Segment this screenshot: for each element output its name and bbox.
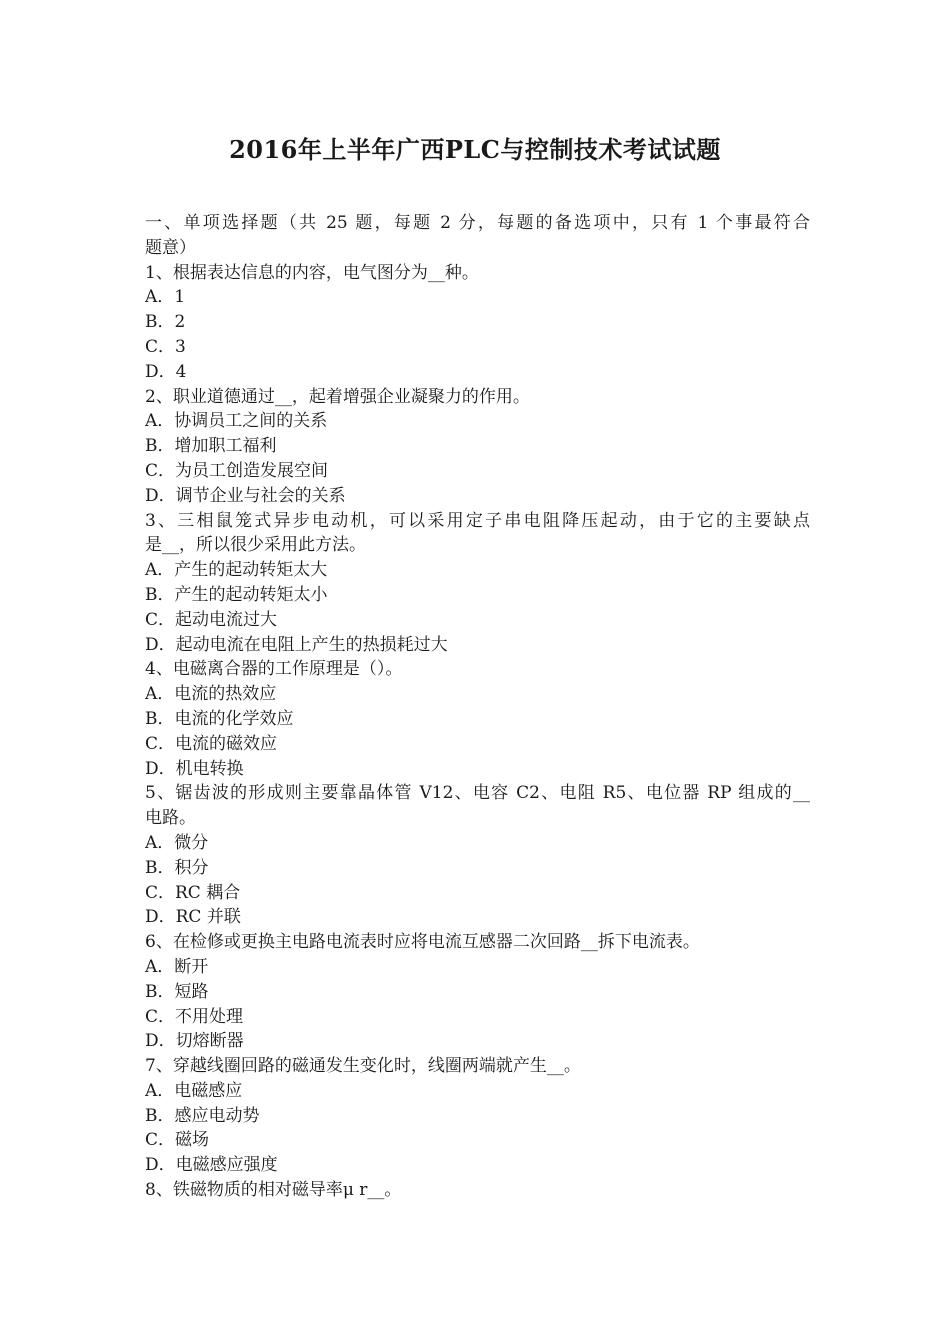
- answer-option: B．感应电动势: [145, 1105, 260, 1126]
- document-body: [145, 211, 810, 1203]
- answer-option: D．机电转换: [145, 758, 244, 779]
- answer-option: B．短路: [145, 981, 209, 1002]
- answer-option: C．3: [145, 336, 186, 357]
- question-stem: 3、三相鼠笼式异步电动机，可以采用定子串电阻降压起动，由于它的主要缺点: [145, 510, 810, 531]
- question-block: [145, 385, 810, 509]
- answer-option: D．起动电流在电阻上产生的热损耗过大: [145, 634, 448, 655]
- answer-option: D．切熔断器: [145, 1031, 244, 1052]
- question-list: [145, 261, 810, 1203]
- question-block: [145, 1178, 810, 1203]
- document-title: 2016年上半年广西PLC与控制技术考试试题: [229, 135, 721, 164]
- question-stem: 8、铁磁物质的相对磁导率μ r__。: [145, 1180, 402, 1201]
- answer-option: A．断开: [145, 956, 209, 977]
- question-block: [145, 509, 810, 658]
- section-header-line-1: 一、单项选择题（共 25 题，每题 2 分，每题的备选项中，只有 1 个事最符合: [145, 213, 810, 233]
- answer-option: B．2: [145, 312, 186, 333]
- answer-option: C．不用处理: [145, 1006, 244, 1027]
- answer-option: D．电磁感应强度: [145, 1155, 278, 1176]
- answer-option: D．调节企业与社会的关系: [145, 485, 346, 506]
- answer-option: B．产生的起动转矩太小: [145, 584, 328, 605]
- answer-option: C．RC 耦合: [145, 882, 241, 903]
- answer-option: B．增加职工福利: [145, 436, 277, 457]
- answer-option: C．起动电流过大: [145, 609, 278, 630]
- question-stem: 2、职业道德通过__，起着增强企业凝聚力的作用。: [145, 386, 530, 407]
- question-stem: 电路。: [145, 808, 196, 829]
- answer-option: A．协调员工之间的关系: [145, 411, 328, 432]
- question-block: [145, 930, 810, 1054]
- answer-option: A．产生的起动转矩太大: [145, 560, 328, 581]
- question-stem: 1、根据表达信息的内容，电气图分为__种。: [145, 262, 479, 283]
- answer-option: D．RC 并联: [145, 907, 241, 928]
- answer-option: A．电流的热效应: [145, 684, 277, 705]
- question-stem: 是__，所以很少采用此方法。: [145, 535, 366, 556]
- question-block: [145, 781, 810, 930]
- answer-option: C．为员工创造发展空间: [145, 460, 329, 481]
- section-header-line-2: 题意）: [145, 237, 196, 258]
- answer-option: A．微分: [145, 832, 209, 853]
- question-stem: 4、电磁离合器的工作原理是（）。: [145, 659, 403, 680]
- question-stem: 7、穿越线圈回路的磁通发生变化时，线圈两端就产生__。: [145, 1056, 581, 1077]
- answer-option: A．电磁感应: [145, 1080, 243, 1101]
- question-block: [145, 261, 810, 385]
- answer-option: C．电流的磁效应: [145, 733, 278, 754]
- answer-option: D．4: [145, 361, 187, 382]
- question-block: [145, 1054, 810, 1178]
- answer-option: A．1: [145, 287, 186, 308]
- answer-option: B．积分: [145, 857, 209, 878]
- question-stem: 5、锯齿波的形成则主要靠晶体管 V12、电容 C2、电阻 R5、电位器 RP 组成的__: [145, 783, 810, 804]
- question-stem: 6、在检修或更换主电路电流表时应将电流互感器二次回路__拆下电流表。: [145, 932, 700, 953]
- question-block: [145, 657, 810, 781]
- answer-option: B．电流的化学效应: [145, 708, 294, 729]
- answer-option: C．磁场: [145, 1130, 210, 1151]
